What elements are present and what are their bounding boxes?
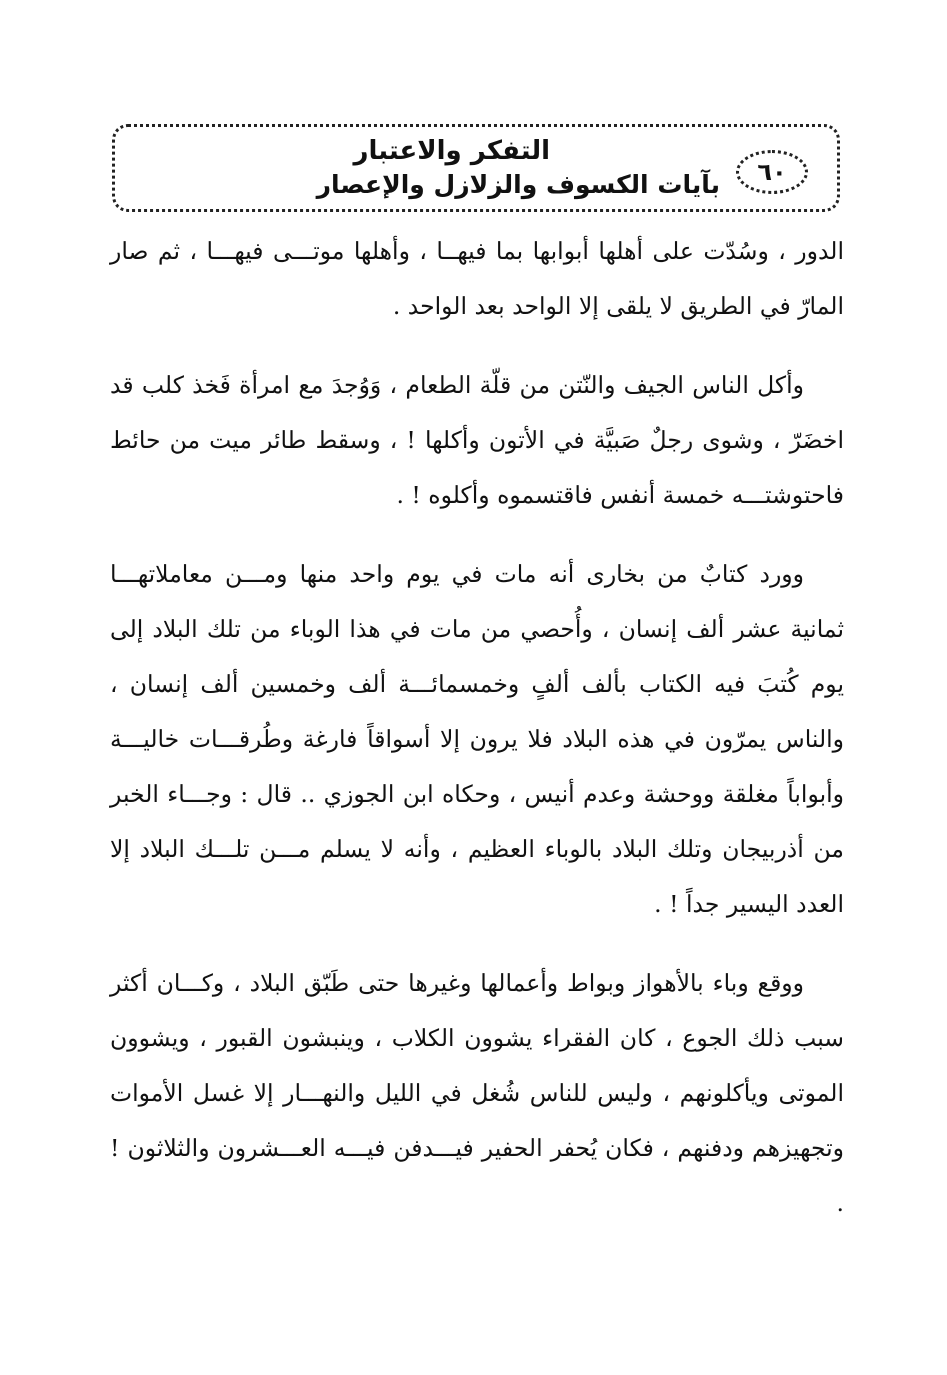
running-header: [130, 134, 720, 202]
paragraph-4: ووقع وباء بالأهواز وبواط وأعمالها وغيرها حتى طَبّق البلاد ، وكـــان أكثر سبب ذلك الجوع ، كان الفقراء يشوون الكلاب ، وينبشون القبور ، ويشوون الموتى ويأكلونهم ، وليس للناس شُغل في الليل والنهـــار إلا غسل الأموات وتجهيزهم ودفنهم ، فكان يُحفر الحفير فيـــدفن فيـــه العـــشرون والثلاثون ! .: [110, 969, 844, 1217]
paragraph-1: الدور ، وسُدّت على أهلها أبوابها بما فيهــا ، وأهلها موتـــى فيهـــا ، ثم صار المارّ في الطريق لا يلقى إلا الواحد بعد الواحد .: [110, 237, 844, 320]
header-title-line-1: التفكر والاعتبار: [353, 136, 550, 166]
paragraph-3: وورد كتابٌ من بخارى أنه مات في يوم واحد منها ومـــن معاملاتهـــا ثمانية عشر ألف إنسان ، وأُحصي من مات في هذا الوباء من تلك البلاد إلى يوم كُتبَ فيه الكتاب بألف ألفٍ وخمسمائـــة ألف وخمسين ألف إنسان ، والناس يمرّون في هذه البلاد فلا يرون إلا أسواقاً فارغة وطُرقـــات خاليـــة وأبواباً مغلقة ووحشة وعدم أنيس ، وحكاه ابن الجوزي .. قال : وجـــاء الخبر من أذربيجان وتلك البلاد بالوباء العظيم ، وأنه لا يسلم مـــن تلـــك البلاد إلا العدد اليسير جداً ! .: [110, 560, 844, 918]
page-number: ٦٠: [736, 150, 808, 194]
paragraph-2: وأكل الناس الجيف والنّتن من قلّة الطعام ، وَوُجدَ مع امرأة فَخذ كلب قد اخضَرّ ، وشوى رجلٌ صَبيَّة في الأتون وأكلها ! ، وسقط طائر ميت من حائط فاحتوشتـــه خمسة أنفس فاقتسموه وأكلوه ! .: [110, 371, 844, 509]
header-title-line-2: بآيات الكسوف والزلازل والإعصار: [316, 170, 720, 199]
page-body: [110, 224, 844, 1231]
